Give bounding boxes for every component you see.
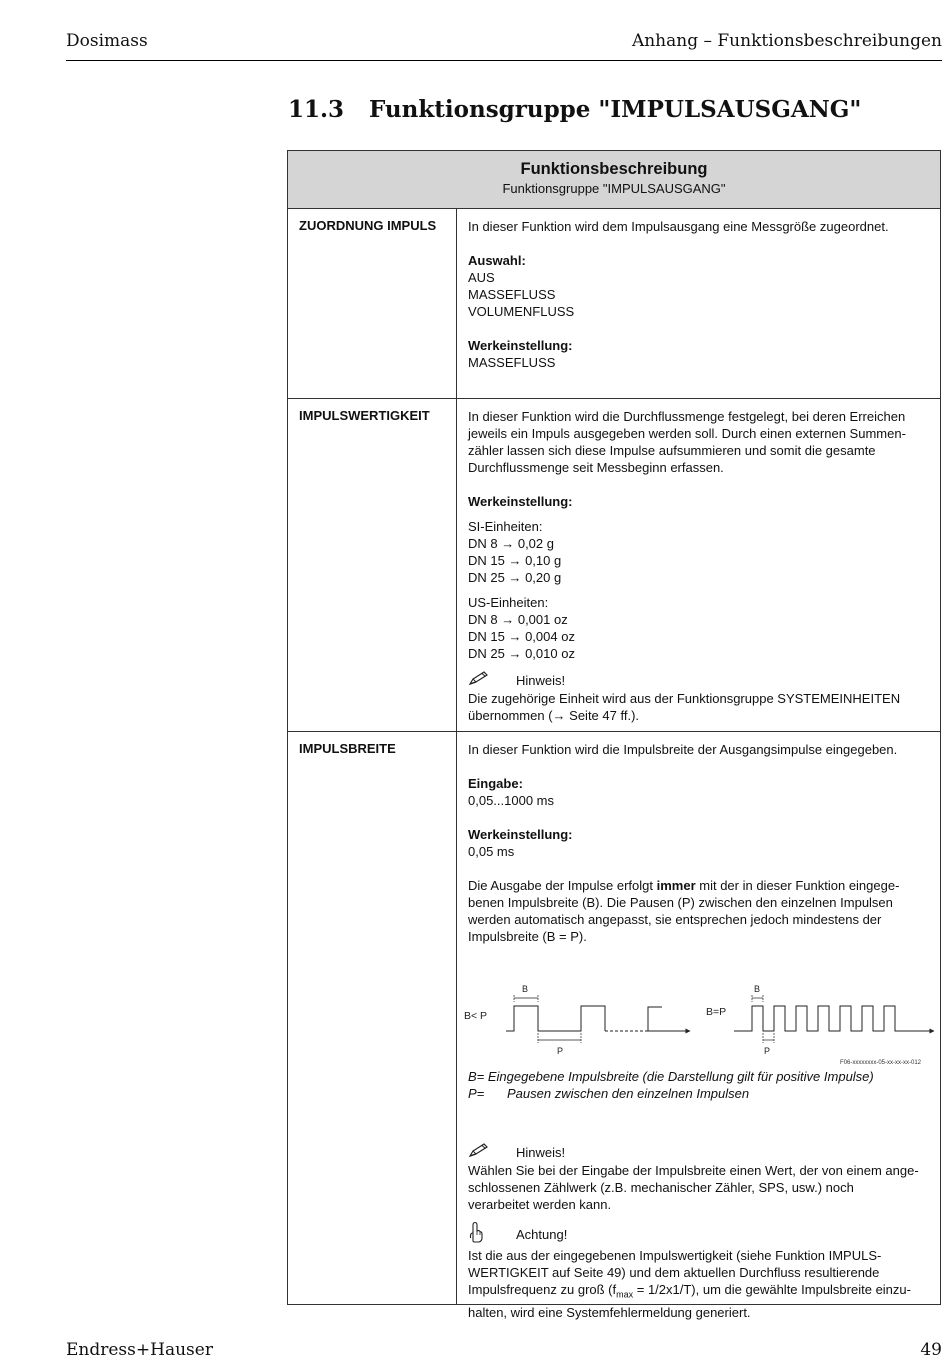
page-number: 49 (920, 1340, 942, 1360)
section-number: 11.3 (288, 96, 345, 123)
function-table (287, 150, 941, 1320)
description-line: benen Impulsbreite (B). Die Pausen (P) zwischen den einzelnen Impulsen (468, 895, 893, 910)
warning-line: halten, wird eine Systemfehlermeldung generiert. (468, 1304, 751, 1320)
intro-text: In dieser Funktion wird die Impulsbreite der Ausgangsimpulse eingegeben. (468, 742, 898, 757)
eingabe-value: 0,05...1000 ms (468, 793, 554, 808)
us-value: DN 8 → 0,001 oz (468, 612, 568, 627)
pulse-diagram (464, 971, 934, 1066)
option-item: AUS (468, 270, 495, 285)
row-divider (288, 731, 940, 732)
us-value: DN 15 → 0,004 oz (468, 629, 575, 644)
note-line: übernommen (→ Seite 47 ff.). (468, 708, 640, 723)
description-line (468, 877, 934, 894)
table-heading: Funktionsbeschreibung (520, 160, 708, 178)
description-line: werden automatisch angepasst, sie entsprechen jedoch mindestens der (468, 912, 882, 927)
label-p: P (557, 1046, 564, 1056)
footer-company: Endress+Hauser (66, 1340, 213, 1360)
pencil-icon (468, 1142, 516, 1162)
figure-id: F06-xxxxxxxx-05-xx-xx-xx-012 (840, 1060, 922, 1066)
note-line: Wählen Sie bei der Eingabe der Impulsbreite einen Wert, der von einem ange- (468, 1163, 919, 1178)
row-content-impulsbreite (464, 741, 934, 1321)
row-content-impulswertigkeit (468, 408, 934, 724)
legend-p (468, 1085, 934, 1102)
us-value: DN 25 → 0,010 oz (468, 646, 575, 661)
row-label-zuordnung-impuls: ZUORDNUNG IMPULS (299, 218, 437, 233)
row-divider (288, 398, 940, 399)
auswahl-label: Auswahl: (468, 253, 526, 268)
si-value: DN 8 → 0,02 g (468, 536, 554, 551)
werkeinstellung-label: Werkeinstellung: (468, 827, 573, 842)
legend-p-key: P= (468, 1086, 485, 1101)
note-heading (468, 1142, 934, 1162)
intro-text: In dieser Funktion wird dem Impulsausgang eine Messgröße zugeordnet. (468, 219, 889, 234)
note-title: Hinweis! (516, 672, 566, 688)
us-units-label: US-Einheiten: (468, 595, 549, 610)
option-item: MASSEFLUSS (468, 287, 556, 302)
column-divider (456, 208, 457, 1304)
description-line: Impulsbreite (B = P). (468, 929, 587, 944)
intro-line: Durchflussmenge seit Messbeginn erfassen. (468, 460, 724, 475)
row-content-zuordnung-impuls (468, 218, 934, 371)
label-b: B (522, 984, 529, 994)
description-text: Die Ausgabe der Impulse erfolgt (468, 878, 657, 893)
label-b-less-p: B< P (464, 1010, 488, 1022)
note-title: Hinweis! (516, 1144, 566, 1160)
pointing-hand-icon (468, 1221, 516, 1247)
header-rule (66, 60, 942, 61)
emphasis-text: immer (656, 878, 696, 893)
werkeinstellung-value: 0,05 ms (468, 844, 515, 859)
si-value: DN 25 → 0,20 g (468, 570, 562, 585)
pulse-diagram-svg (464, 971, 938, 1066)
label-p-right: P (764, 1046, 771, 1056)
legend-p-text: Pausen zwischen den einzelnen Impulsen (507, 1086, 750, 1101)
label-b-equals-p: B=P (706, 1006, 727, 1018)
note-line: schlossenen Zählwerk (z.B. mechanischer Zähler, SPS, usw.) noch (468, 1180, 854, 1195)
warning-title: Achtung! (516, 1226, 568, 1242)
subscript-max: max (616, 1289, 634, 1300)
note-line: Die zugehörige Einheit wird aus der Funktionsgruppe SYSTEMEINHEITEN (468, 691, 901, 706)
label-b-right: B (754, 984, 761, 994)
warning-text: = 1/2x1/T), um die gewählte Impulsbreite einzu- (633, 1282, 911, 1297)
eingabe-label: Eingabe: (468, 776, 523, 791)
table-subheading: Funktionsgruppe "IMPULSAUSGANG" (502, 181, 726, 196)
werkeinstellung-label: Werkeinstellung: (468, 338, 573, 353)
warning-line (468, 1281, 934, 1304)
note-line: verarbeitet werden kann. (468, 1197, 612, 1212)
intro-line: zähler lassen sich diese Impulse aufsummieren und somit die gesamte (468, 443, 876, 458)
legend-b: B= Eingegebene Impulsbreite (die Darstellung gilt für positive Impulse) (468, 1069, 874, 1084)
running-header-product: Dosimass (66, 31, 148, 51)
table-header (288, 151, 940, 209)
si-units-label: SI-Einheiten: (468, 519, 543, 534)
row-label-impulsbreite: IMPULSBREITE (299, 741, 396, 756)
warning-line: Ist die aus der eingegebenen Impulswertigkeit (siehe Funktion IMPULS- (468, 1248, 882, 1263)
werkeinstellung-label: Werkeinstellung: (468, 494, 573, 509)
werkeinstellung-value: MASSEFLUSS (468, 355, 556, 370)
si-value: DN 15 → 0,10 g (468, 553, 562, 568)
description-text: mit der in dieser Funktion eingege- (695, 878, 900, 893)
row-label-impulswertigkeit: IMPULSWERTIGKEIT (299, 408, 430, 423)
intro-line: In dieser Funktion wird die Durchflussmenge festgelegt, bei deren Erreichen (468, 409, 906, 424)
option-item: VOLUMENFLUSS (468, 304, 575, 319)
warning-heading (468, 1221, 934, 1247)
intro-line: jeweils ein Impuls ausgegeben werden soll. Durch einen externen Summen- (468, 426, 906, 441)
warning-line: WERTIGKEIT auf Seite 49) und dem aktuellen Durchfluss resultierende (468, 1265, 880, 1280)
note-heading (468, 670, 934, 690)
running-header-chapter: Anhang – Funktionsbeschreibungen (631, 31, 942, 51)
pencil-icon (468, 670, 516, 690)
section-title: Funktionsgruppe "IMPULSAUSGANG" (369, 96, 862, 123)
warning-text: Impulsfrequenz zu groß (f (468, 1282, 617, 1297)
